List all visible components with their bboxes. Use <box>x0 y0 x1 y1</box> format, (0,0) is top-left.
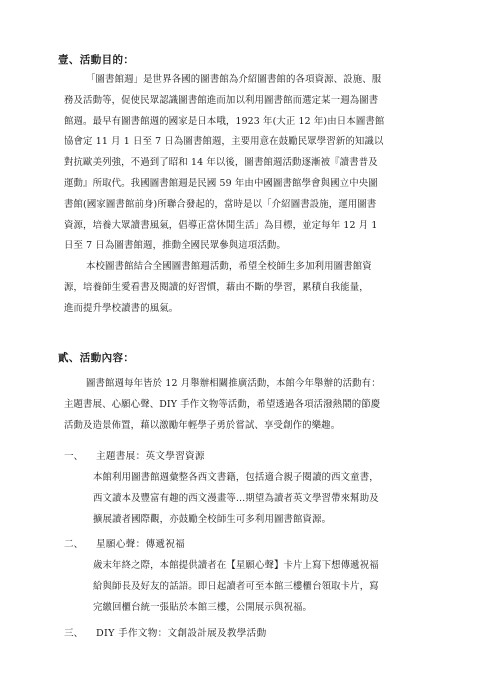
item-title-theme-book-exhibit: 主題書展：英文學習資源 <box>96 451 205 462</box>
section-heading-content: 貳、活動內容： <box>58 352 135 364</box>
text-line: 西文讀本及豐富有趣的西文漫畫等…期望為讀者英文學習帶來幫助及 <box>93 492 379 504</box>
text-line: 擴展讀者國際觀，亦鼓勵全校師生可多利用圖書館資源。 <box>93 513 332 525</box>
text-line: 務及活動等，促使民眾認識圖書館進而加以利用圖書館而選定某一週為圖書 <box>64 94 379 106</box>
text-line: 活動及造景佈置，藉以激勵年輕學子勇於嘗試、享受創作的樂趣。 <box>64 419 341 431</box>
text-line: 日至 7 日為圖書館週，推動全國民眾參與這項活動。 <box>64 240 286 252</box>
text-line: 書館(國家圖書館前身)所聯合發起的，當時是以「介紹圖書設施，運用圖書 <box>64 198 377 210</box>
text-line: 館週。最早有圖書館週的國家是日本哦，1923 年(大正 12 年)由日本圖書館 <box>64 115 385 127</box>
text-line: 資源，培養大眾讀書風氣，倡導正當休閒生活」為目標，並定每年 12 月 1 <box>64 219 378 231</box>
content-intro-paragraph <box>64 374 446 436</box>
text-line: 完繳回櫃台統一張貼於本館三樓，公開展示與祝福。 <box>93 601 313 613</box>
purpose-paragraph-2 <box>64 257 446 319</box>
text-line: 主題書展、心願心聲、DIY 手作文物等活動，希望透過各項活潑熱鬧的節慶 <box>64 398 381 410</box>
text-line: 圖書館週每年皆於 12 月舉辦相關推廣活動，本館今年舉辦的活動有： <box>86 378 381 389</box>
item-number: 二、 <box>64 539 84 550</box>
text-line: 給與師長及好友的話語。即日起讀者可至本館三樓櫃台領取卡片，寫 <box>93 580 379 592</box>
text-line: 對抗歐美列強，不過到了昭和 14 年以後，圖書館週活動逐漸被『讀書普及 <box>64 157 378 169</box>
text-line: 「圖書館週」是世界各國的圖書館為介紹圖書館的各項資源、設施、服 <box>86 74 382 85</box>
text-line: 本校圖書館結合全國圖書館週活動，希望全校師生多加利用圖書館資 <box>86 261 372 272</box>
item-body-theme-book-exhibit <box>93 468 453 530</box>
purpose-paragraph-1 <box>64 70 446 257</box>
text-line: 源，培養師生愛看書及閱讀的好習慣，藉由不斷的學習，累積自我能量， <box>64 281 369 293</box>
item-number: 一、 <box>64 451 84 462</box>
item-title-diy-crafts: DIY 手作文物：文創設計展及教學活動 <box>96 628 267 639</box>
item-body-wish-card <box>93 556 453 618</box>
item-number: 三、 <box>64 628 84 639</box>
text-line: 進而提升學校讀書的風氣。 <box>64 302 179 314</box>
text-line: 協會定 11 月 1 日至 7 日為圖書館週，主要用意在鼓勵民眾學習新的知識以 <box>64 136 384 148</box>
text-line: 本館利用圖書館週彙整各西文書籍，包括適合親子閱讀的西文童書， <box>93 472 379 483</box>
section-heading-purpose: 壹、活動目的： <box>58 54 135 66</box>
item-title-wish-card: 星願心聲：傳遞祝福 <box>96 539 186 550</box>
text-line: 歲末年終之際，本館提供讀者在【星願心聲】卡片上寫下想傳遞祝福 <box>93 560 379 571</box>
text-line: 運動』所取代。我國圖書館週是民國 59 年由中國圖書館學會與國立中央圖 <box>64 177 378 189</box>
